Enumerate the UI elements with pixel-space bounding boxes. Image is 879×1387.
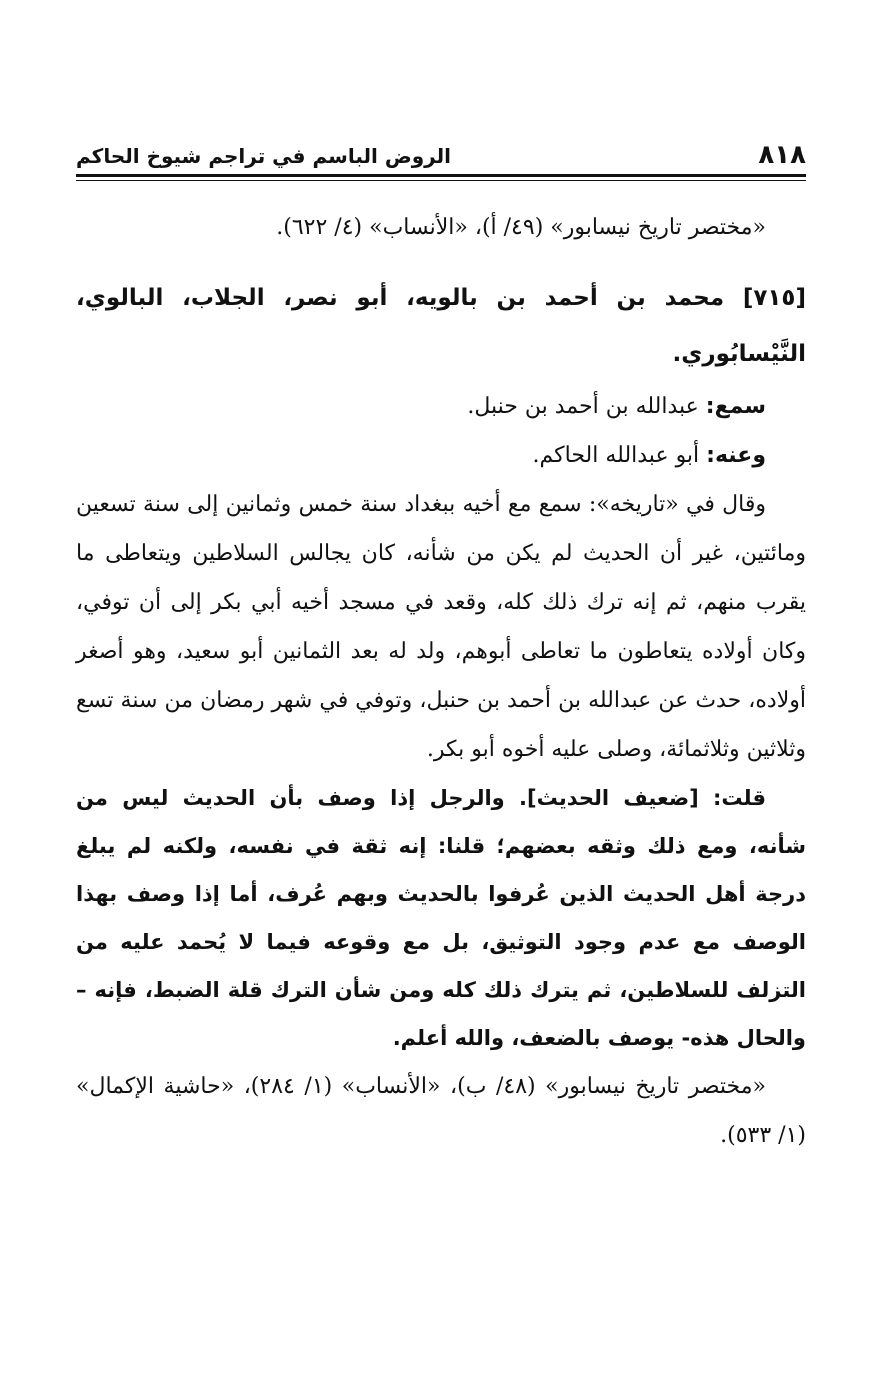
history-quote-paragraph: وقال في «تاريخه»: سمع مع أخيه ببغداد سنة خمس وثمانين إلى سنة تسعين ومائتين، غير أن الحديث لم يكن من شأنه، كان يجالس السلاطين ويتعاطى ما يقرب منهم، ثم إنه ترك ذلك كله، وقعد في مسجد أخيه أبي بكر إلى أن توفي، وكان أولاده يتعاطون ما تعاطى أبوهم، ولد له بعد الثمانين أبو سعيد، وهو أصغر أولاده، حدث عن عبدالله بن أحمد بن حنبل، وتوفي في شهر رمضان من سنة تسع وثلاثين وثلاثمائة، وصلى عليه أخوه أبو بكر.	[76, 492, 806, 762]
page-body	[76, 203, 806, 1160]
heard-text: عبدالله بن أحمد بن حنبل.	[467, 394, 699, 419]
running-title: الروض الباسم في تراجم شيوخ الحاكم	[76, 144, 451, 168]
entry-sources: «مختصر تاريخ نيسابور» (٤٨/ ب)، «الأنساب» (١/ ٢٨٤)، «حاشية الإكمال» (١/ ٥٣٣).	[76, 1074, 806, 1148]
narrated-from-text: أبو عبدالله الحاكم.	[532, 443, 700, 468]
page-header	[76, 138, 806, 172]
entry-heading: [٧١٥] محمد بن أحمد بن بالويه، أبو نصر، الجلاب، البالوي، النَّيْسابُوري.	[76, 285, 806, 367]
previous-entry-sources: «مختصر تاريخ نيسابور» (٤٩/ أ)، «الأنساب» (٤/ ٦٢٢).	[276, 215, 766, 240]
heard-line	[76, 382, 806, 431]
narrated-from-line	[76, 431, 806, 480]
narrated-from-label: وعنه:	[706, 443, 766, 468]
page-number: ٨١٨	[758, 140, 806, 170]
author-opinion-paragraph: قلت: [ضعيف الحديث]. والرجل إذا وصف بأن الحديث ليس من شأنه، ومع ذلك وثقه بعضهم؛ قلنا: إنه ثقة في نفسه، ولكنه لم يبلغ درجة أهل الحديث الذين عُرفوا بالحديث وبهم عُرف، أما إذا وصف بهذا الوصف مع عدم وجود التوثيق، بل مع وقوعه فيما لا يُحمد عليه من التزلف للسلاطين، ثم يترك ذلك كله ومن شأن الترك قلة الضبط، فإنه – والحال هذه- يوصف بالضعف، والله أعلم.	[76, 786, 806, 1050]
book-page	[76, 138, 806, 1160]
header-rule-thick	[76, 174, 806, 177]
header-rule-thin	[76, 180, 806, 181]
heard-label: سمع:	[705, 394, 766, 419]
